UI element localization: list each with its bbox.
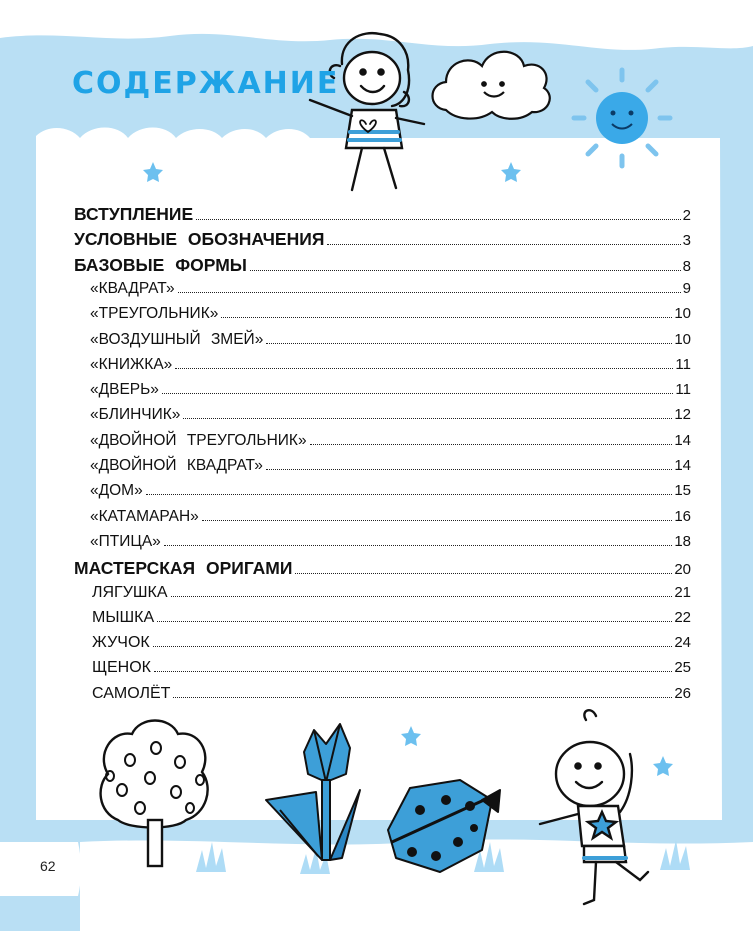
toc-entry[interactable] xyxy=(92,584,691,602)
toc-entry-title: САМОЛЁТ xyxy=(92,684,171,702)
toc-entry[interactable] xyxy=(92,634,691,652)
toc-entry[interactable] xyxy=(90,482,691,500)
toc-entry[interactable] xyxy=(90,356,691,374)
toc-entry-page: 14 xyxy=(674,457,691,474)
toc-entry-title: УСЛОВНЫЕ ОБОЗНАЧЕНИЯ xyxy=(74,229,325,250)
toc-dot-leader xyxy=(327,244,680,245)
toc-dot-leader xyxy=(175,368,673,369)
toc-entry-title: МАСТЕРСКАЯ ОРИГАМИ xyxy=(74,558,293,579)
toc-entry[interactable] xyxy=(90,331,691,349)
toc-entry-title: «ДВЕРЬ» xyxy=(90,381,159,399)
toc-dot-leader xyxy=(295,573,672,574)
toc-entry-title: БАЗОВЫЕ ФОРМЫ xyxy=(74,254,247,275)
toc-entry-page: 11 xyxy=(675,355,691,373)
toc-entry[interactable] xyxy=(92,685,691,703)
toc-entry-title: ЛЯГУШКА xyxy=(92,583,168,601)
toc-entry-page: 22 xyxy=(674,608,691,626)
toc-entry[interactable] xyxy=(90,508,691,526)
toc-entry-title: «КВАДРАТ» xyxy=(90,279,175,297)
toc-entry-title: ЩЕНОК xyxy=(92,659,151,677)
toc-entry-page: 8 xyxy=(682,257,691,275)
toc-dot-leader xyxy=(153,646,673,647)
toc-entry-page: 11 xyxy=(675,381,691,399)
toc-entry-page: 26 xyxy=(674,684,691,702)
toc-entry-page: 15 xyxy=(674,482,691,500)
toc-entry-title: ВСТУПЛЕНИЕ xyxy=(74,204,194,224)
toc-entry-title: «ДВОЙНОЙ КВАДРАТ» xyxy=(90,457,263,474)
toc-entry-page: 16 xyxy=(674,507,691,525)
toc-entry-title: «КНИЖКА» xyxy=(90,355,173,373)
toc-dot-leader xyxy=(183,418,672,419)
toc-dot-leader xyxy=(221,317,672,318)
toc-entry[interactable] xyxy=(90,406,691,424)
toc-entry[interactable] xyxy=(90,381,691,399)
toc-entry-title: «ДВОЙНОЙ ТРЕУГОЛЬНИК» xyxy=(90,431,307,449)
toc-entry[interactable] xyxy=(90,305,691,323)
toc-entry[interactable] xyxy=(74,558,691,579)
toc-entry-title: МЫШКА xyxy=(92,608,155,626)
toc-entry-page: 25 xyxy=(674,659,691,677)
toc-dot-leader xyxy=(266,343,672,344)
toc-dot-leader xyxy=(196,219,680,220)
toc-dot-leader xyxy=(266,469,672,470)
toc-entry-page: 24 xyxy=(674,634,691,652)
toc-dot-leader xyxy=(173,697,672,698)
toc-dot-leader xyxy=(154,671,672,672)
toc-entry-page: 18 xyxy=(674,532,691,550)
toc-entry-page: 21 xyxy=(674,583,691,601)
toc-dot-leader xyxy=(310,444,673,445)
toc-dot-leader xyxy=(202,520,673,521)
page-number: 62 xyxy=(40,858,56,874)
toc-dot-leader xyxy=(157,621,672,622)
toc-entry[interactable] xyxy=(90,432,691,450)
toc-dot-leader xyxy=(250,270,681,271)
toc-entry-title: «ВОЗДУШНЫЙ ЗМЕЙ» xyxy=(90,330,264,348)
toc-dot-leader xyxy=(171,596,673,597)
toc-entry-page: 10 xyxy=(674,330,691,348)
toc-dot-leader xyxy=(164,545,673,546)
toc-entry-page: 10 xyxy=(674,305,691,323)
toc-entry-title: «ПТИЦА» xyxy=(90,532,161,550)
toc-entry-page: 12 xyxy=(674,406,691,424)
toc-entry-title: «КАТАМАРАН» xyxy=(90,507,199,525)
toc-entry[interactable] xyxy=(92,609,691,627)
toc-dot-leader xyxy=(178,292,681,293)
toc-entry-page: 14 xyxy=(674,431,691,449)
page-title: СОДЕРЖАНИЕ xyxy=(72,66,340,101)
toc-dot-leader xyxy=(146,494,673,495)
toc-entry[interactable] xyxy=(74,229,691,250)
toc-entry[interactable] xyxy=(92,659,691,677)
toc-entry[interactable] xyxy=(90,533,691,551)
toc-entry-title: ЖУЧОК xyxy=(92,634,150,652)
toc-entry-title: «ТРЕУГОЛЬНИК» xyxy=(90,305,219,323)
toc-entry[interactable] xyxy=(74,204,691,225)
toc-entry[interactable] xyxy=(90,280,691,298)
toc-entry-page: 3 xyxy=(682,232,691,250)
toc-entry[interactable] xyxy=(74,255,691,276)
toc-entry-title: «ДОМ» xyxy=(90,482,143,500)
toc-entry-page: 9 xyxy=(682,279,691,297)
toc-entry-page: 20 xyxy=(674,561,691,579)
toc-dot-leader xyxy=(162,393,673,394)
toc-entry-title: «БЛИНЧИК» xyxy=(90,406,181,424)
toc-entry-page: 2 xyxy=(682,207,691,224)
toc-entry[interactable] xyxy=(90,457,691,475)
